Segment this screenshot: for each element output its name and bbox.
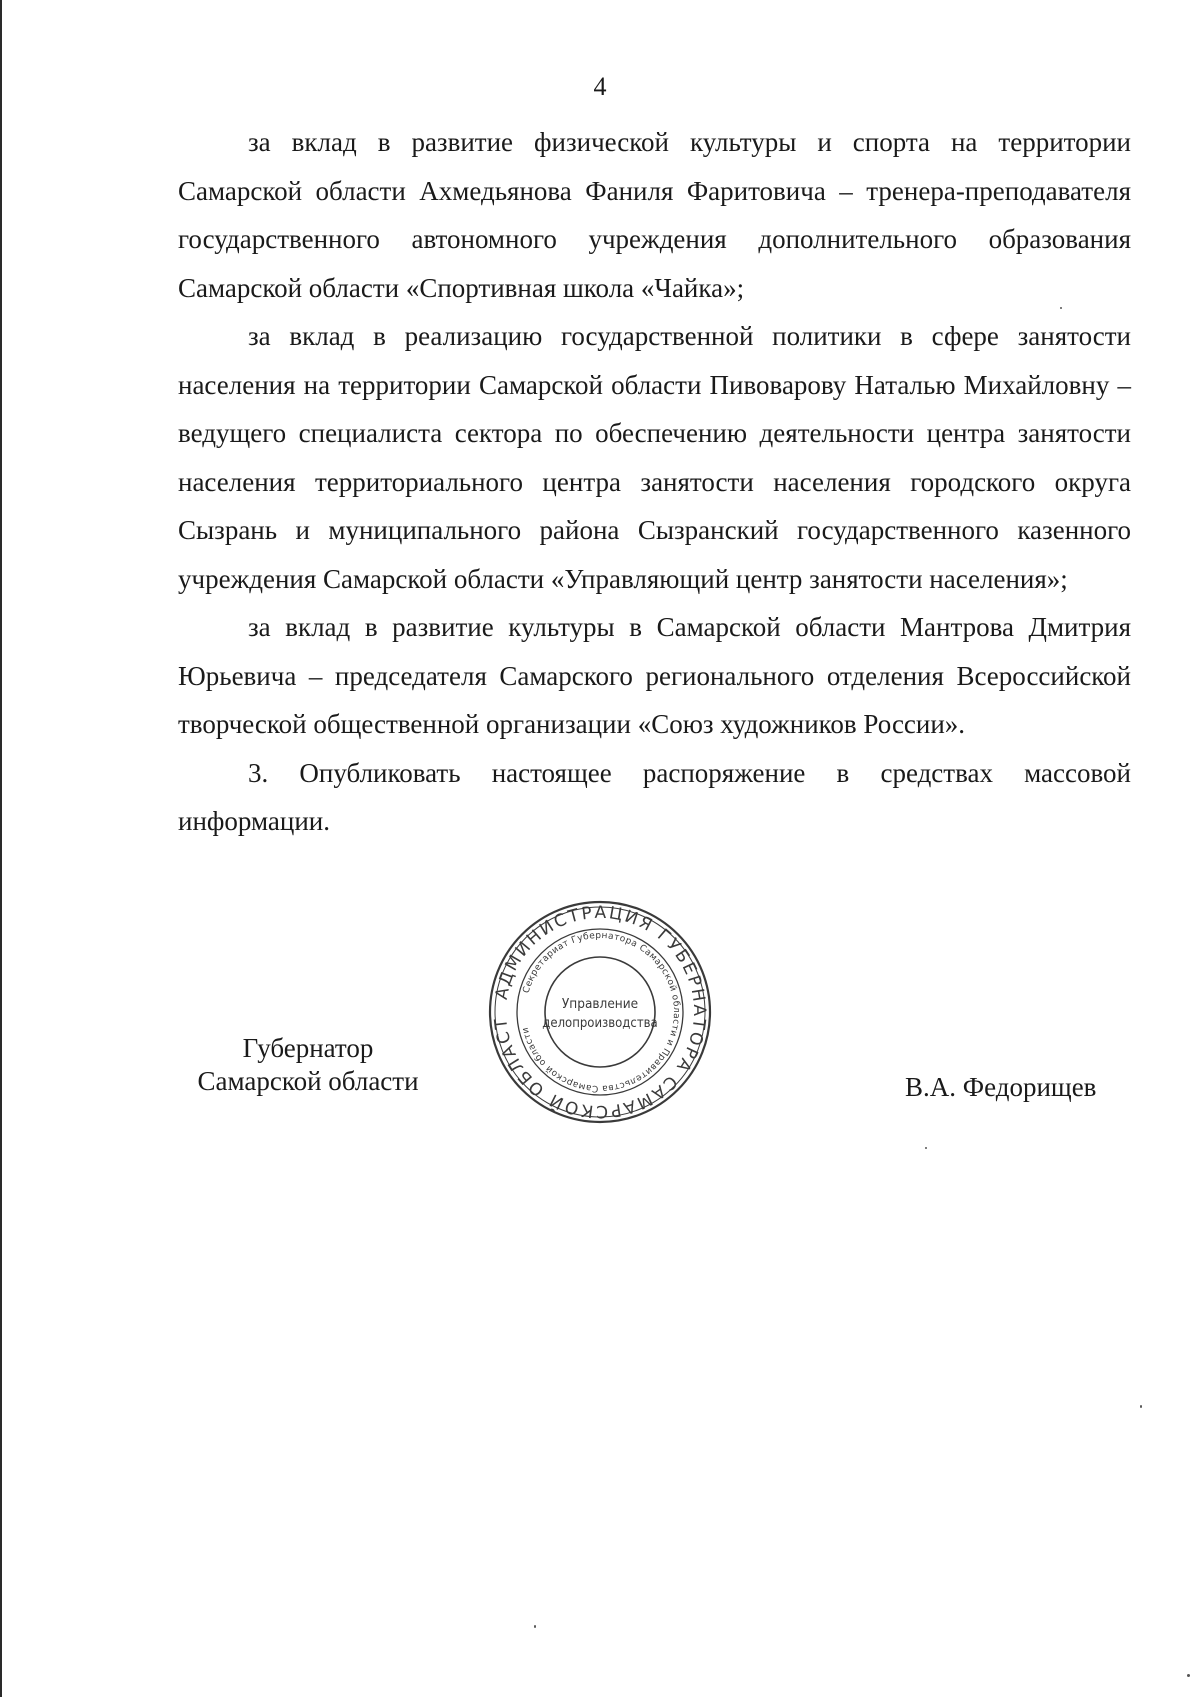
scan-speck <box>1140 1405 1142 1408</box>
seal-center-line1: Управление <box>561 996 639 1012</box>
scan-edge <box>0 0 2 1697</box>
seal-graphic <box>486 898 714 1126</box>
paragraph-award-pivovarova: за вклад в реализацию государственной политики в сфере занятости населения на территории Самарской области Пивоварову Наталью Михайловну – ведущего специалиста сектора по обеспечению деятельности центра занятости населения территориального центра занятости населения городского округа Сызрань и муниципального района Сызранский государственного казенного учреждения Самарской области «Управляющий центр занятости населения»; <box>178 321 1131 594</box>
signatory-name: В.А. Федорищев <box>905 1072 1097 1102</box>
scan-speck <box>1187 1674 1190 1677</box>
paragraph-award-akhmedyanov: за вклад в развитие физической культуры и спорта на территории Самарской области Ахмедьянова Фаниля Фаритовича – тренера-преподавателя государственного автономного учреждения дополнительного образования Самарской области «Спортивная школа «Чайка»; <box>178 127 1131 303</box>
signatory-position-line1: Губернатор <box>242 1033 374 1063</box>
scan-speck <box>925 1147 927 1149</box>
scan-speck <box>1060 307 1062 309</box>
seal-inner-text: Секретариат Губернатора Самарской области и Правительства Самарской области <box>520 930 682 1094</box>
signatory-position-line2: Самарской области <box>197 1066 419 1096</box>
official-seal <box>486 898 714 1126</box>
seal-center-line2: делопроизводства <box>542 1016 658 1031</box>
paragraph-award-mantrov: за вклад в развитие культуры в Самарской области Мантрова Дмитрия Юрьевича – председателя Самарского регионального отделения Всероссийской творческой общественной организации «Союз художников России». <box>178 612 1131 739</box>
paragraph-publish-order: 3. Опубликовать настоящее распоряжение в средствах массовой информации. <box>178 757 1131 836</box>
signatory-position <box>178 1032 438 1098</box>
seal-outer-text: АДМИНИСТРАЦИЯ ГУБЕРНАТОРА САМАРСКОЙ ОБЛАСТ <box>490 902 710 1122</box>
document-body <box>178 118 1131 846</box>
scan-speck <box>534 1625 536 1628</box>
page-number: 4 <box>593 72 607 101</box>
